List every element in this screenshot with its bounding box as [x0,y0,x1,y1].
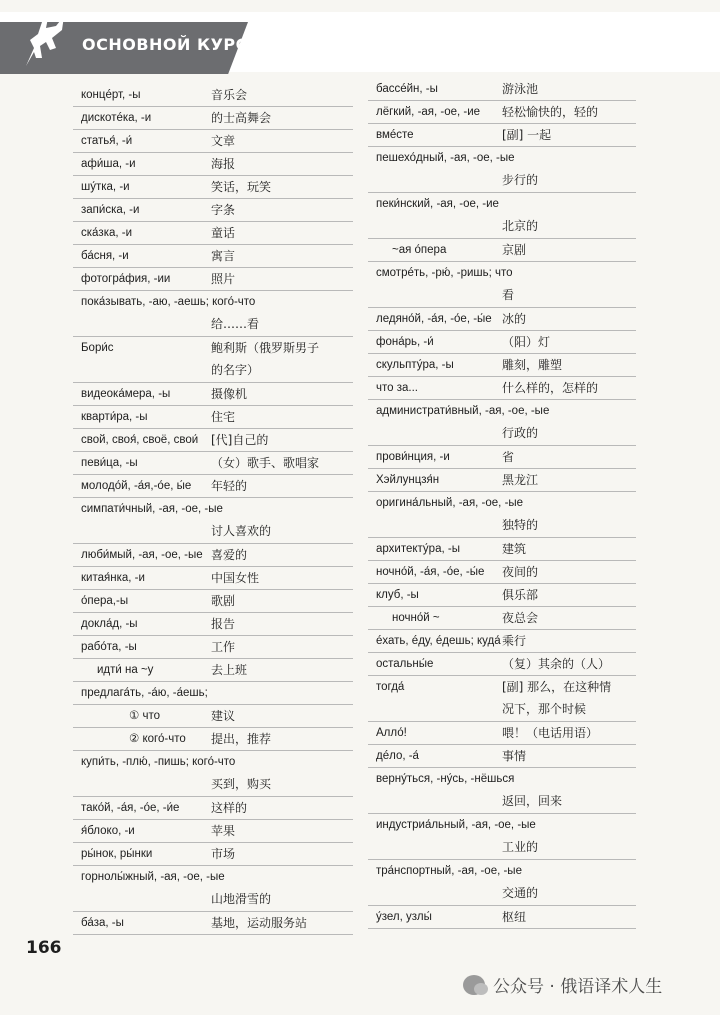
vocab-term: молодо́й, -а́я,-о́е, ы́е [81,480,192,492]
vocab-translation: 基地，运动服务站 [211,916,308,930]
header-title: ОСНОВНОЙ КУРС [82,35,248,54]
vocab-row [73,636,353,659]
vocab-translation: 俱乐部 [502,588,539,602]
vocab-term: вмéсте [376,129,414,141]
vocab-term: ры́нок, ры́нки [81,848,153,860]
vocab-translation-cont: 看 [502,288,515,302]
vocab-row [73,268,353,291]
vocab-row [368,308,636,331]
vocab-row [73,613,353,636]
vocab-term: дéло, -а́ [376,750,419,762]
vocab-term: тра́нспортный, -ая, -ое, -ые [376,865,522,877]
vocab-row [73,728,353,751]
vocab-translation: 去上班 [211,663,248,677]
vocab-term: предлага́ть, -а́ю, -а́ешь; [81,687,208,699]
vocab-term: купи́ть, -плю́, -пишь; кого́-что [81,756,236,768]
vocab-row [73,222,353,245]
vocab-term: тако́й, -а́я, -о́е, -и́е [81,802,180,814]
vocab-translation: [副] 一起 [502,128,552,142]
vocab-term: éхать, éду, éдешь; куда́ [376,635,501,647]
vocab-term: ба́сня, -и [81,250,129,262]
vocab-translation: （复）其余的（人） [502,657,611,671]
vocab-translation: 的士高舞会 [211,111,272,125]
vocab-row [368,653,636,676]
vocab-term: дискотéка, -и [81,112,152,124]
vocab-term: ска́зка, -и [81,227,133,239]
vocab-term: Бори́с [81,342,114,354]
vocab-row [73,199,353,222]
vocab-term: скульпту́ра, -ы [376,359,454,371]
vocab-translation: 省 [502,450,515,464]
vocab-row [368,768,636,814]
vocab-translation: 年轻的 [211,479,248,493]
vocab-term: я́блоко, -и [81,825,135,837]
vocab-translation: 提出，推荐 [211,732,272,746]
vocab-row [368,561,636,584]
vocab-row [73,498,353,544]
vocab-term: пеки́нский, -ая, -ое, -ие [376,198,499,210]
vocab-term: бассéйн, -ы [376,83,438,95]
vocab-row [368,101,636,124]
vocab-row [368,377,636,400]
vocab-translation: 住宅 [211,410,236,424]
vocab-term: остальны́е [376,658,434,670]
vocab-translation: 冰的 [502,312,527,326]
vocab-row [368,262,636,308]
vocab-term: ② кого́-что [129,733,186,745]
vocab-row [368,354,636,377]
vocab-row [73,176,353,199]
vocab-row [73,912,353,935]
vocab-term: симпати́чный, -ая, -ое, -ые [81,503,223,515]
vocab-row [73,107,353,130]
vocab-row [368,584,636,607]
vocab-row [73,682,353,705]
vocab-translation: 什么样的，怎样的 [502,381,599,395]
vocab-row [73,153,353,176]
vocab-translation: 童话 [211,226,236,240]
vocab-term: шу́тка, -и [81,181,130,193]
vocab-translation-cont: 给……看 [211,317,260,331]
vocab-translation: （阳）灯 [502,335,551,349]
vocab-translation-cont: 步行的 [502,173,539,187]
vocab-term: афи́ша, -и [81,158,136,170]
vocab-translation: 游泳池 [502,82,539,96]
vocab-row [73,590,353,613]
vocab-translation-cont: 行政的 [502,426,539,440]
vocab-row [368,538,636,561]
vocab-term: верну́ться, -ну́сь, -нёшься [376,773,515,785]
vocab-row [368,676,636,722]
vocab-row [368,745,636,768]
vocab-term: концéрт, -ы [81,89,141,101]
vocab-row [73,820,353,843]
vocab-translation-cont: 买到，购买 [211,777,272,791]
vocab-term: люби́мый, -ая, -ое, -ые [81,549,203,561]
vocab-row [368,860,636,906]
vocab-row [73,406,353,429]
watermark-text: 公众号 · 俄语译术人生 [493,977,663,997]
vocab-translation: 京剧 [502,243,527,257]
vocab-term: видеока́мера, -ы [81,388,171,400]
vocab-row [73,84,353,107]
vocab-translation-cont: 工业的 [502,840,539,854]
vocab-term: певи́ца, -ы [81,457,138,469]
vocab-row [73,337,353,383]
vocab-row [73,797,353,820]
vocab-translation: 轻松愉快的，轻的 [502,105,599,119]
vocab-term: администрати́вный, -ая, -ое, -ые [376,405,550,417]
vocab-term: идти́ на ~у [97,664,154,676]
vocab-term: фона́рь, -и́ [376,336,434,348]
vocab-row [73,751,353,797]
vocab-row [73,843,353,866]
vocab-row [73,291,353,337]
vocab-term: лёгкий, -ая, -ое, -ие [376,106,481,118]
watermark [463,972,662,997]
vocab-term: докла́д, -ы [81,618,138,630]
vocab-term: смотрéть, -рю́, -ришь; что [376,267,513,279]
vocab-translation: 夜总会 [502,611,539,625]
vocab-row [73,567,353,590]
vocab-term: статья́, -и́ [81,135,133,147]
vocab-row [73,452,353,475]
vocab-row [73,245,353,268]
vocab-term: китая́нка, -и [81,572,145,584]
vocab-column-right [368,78,636,929]
vocab-translation: 枢纽 [502,910,527,924]
vocab-translation: 事情 [502,749,527,763]
vocab-term: рабо́та, -ы [81,641,137,653]
vocab-row [368,124,636,147]
vocab-column-left [73,84,353,935]
vocab-term: фотогра́фия, -ии [81,273,171,285]
wechat-icon [463,975,485,995]
vocab-term: индустриа́льный, -ая, -ое, -ые [376,819,536,831]
vocab-row [368,906,636,929]
vocab-term: оригина́льный, -ая, -ое, -ые [376,497,524,509]
vocab-translation: 雕刻，雕塑 [502,358,563,372]
vocab-translation-cont: 的名字） [211,363,260,377]
vocab-translation: 照片 [211,272,236,286]
vocab-translation: （女）歌手、歌唱家 [211,456,320,470]
vocab-translation: 笑话，玩笑 [211,180,272,194]
vocab-translation-cont: 况下，那个时候 [502,702,587,716]
vocab-term: Хэйлунцзя́н [376,474,440,486]
vocab-translation: 字条 [211,203,236,217]
vocab-translation: 海报 [211,157,236,171]
vocab-term: о́пера,-ы [81,595,129,607]
vocab-translation: 歌剧 [211,594,236,608]
vocab-row [368,722,636,745]
vocab-row [368,400,636,446]
vocab-term: ледяно́й, -а́я, -о́е, -ы́е [376,313,492,325]
vocab-translation: [副] 那么，在这种情 [502,680,612,694]
vocab-translation: 喂！（电话用语） [502,726,599,740]
page-number: 166 [26,938,62,958]
vocab-term: ночно́й, -а́я, -о́е, -ы́е [376,566,485,578]
vocab-row [368,814,636,860]
vocab-row [73,130,353,153]
vocab-translation: 市场 [211,847,236,861]
vocab-term: что за... [376,382,418,394]
vocab-translation-cont: 交通的 [502,886,539,900]
vocab-row [368,239,636,262]
vocab-row [368,193,636,239]
vocab-row [368,78,636,101]
vocab-row [73,544,353,567]
vocab-translation: 音乐会 [211,88,248,102]
vocab-term: ба́за, -ы [81,917,124,929]
vocab-translation: 这样的 [211,801,248,815]
vocab-translation: 文章 [211,134,236,148]
vocab-row [73,866,353,912]
horse-rider-logo-icon [12,8,76,72]
vocab-translation: 建议 [211,709,236,723]
vocab-term: горнолы́жный, -ая, -ое, -ые [81,871,225,883]
vocab-translation: 鲍利斯（俄罗斯男子 [211,341,320,355]
vocab-translation-cont: 北京的 [502,219,539,233]
vocab-translation: 喜爱的 [211,548,248,562]
vocab-translation: 建筑 [502,542,527,556]
vocab-term: прови́нция, -и [376,451,450,463]
vocab-row [368,446,636,469]
vocab-translation: 黑龙江 [502,473,539,487]
vocab-term: Алло́! [376,727,407,739]
vocab-term: запи́ска, -и [81,204,140,216]
vocab-term: ~ая о́пера [392,244,447,256]
vocab-translation: 报告 [211,617,236,631]
vocab-term: клуб, -ы [376,589,419,601]
vocab-term: архитекту́ра, -ы [376,543,460,555]
vocab-row [73,705,353,728]
vocab-translation-cont: 山地滑雪的 [211,892,272,906]
vocab-translation: 寓言 [211,249,236,263]
vocab-row [368,147,636,193]
vocab-translation: 工作 [211,640,236,654]
vocab-term: пешехо́дный, -ая, -ое, -ые [376,152,515,164]
vocab-row [73,659,353,682]
vocab-translation-cont: 返回，回来 [502,794,563,808]
vocab-row [73,429,353,452]
vocab-term: у́зел, узлы́ [376,911,432,923]
vocab-translation: 乘行 [502,634,527,648]
vocab-term: тогда́ [376,681,405,693]
vocab-term: ① что [129,710,161,722]
vocab-translation-cont: 独特的 [502,518,539,532]
vocab-row [368,331,636,354]
vocab-translation-cont: 讨人喜欢的 [211,524,272,538]
vocab-row [73,383,353,406]
vocab-row [368,492,636,538]
vocab-translation: [代]自己的 [211,433,269,447]
vocab-row [73,475,353,498]
vocab-term: ночно́й ~ [392,612,440,624]
vocab-term: свой, своя́, своё, свои́ [81,434,199,446]
vocab-row [368,630,636,653]
vocab-term: кварти́ра, -ы [81,411,148,423]
vocab-row [368,469,636,492]
vocab-translation: 苹果 [211,824,236,838]
vocab-term: пока́зывать, -аю, -аешь; кого́-что [81,296,256,308]
vocab-translation: 中国女性 [211,571,260,585]
vocab-translation: 夜间的 [502,565,539,579]
vocab-translation: 摄像机 [211,387,248,401]
vocab-row [368,607,636,630]
